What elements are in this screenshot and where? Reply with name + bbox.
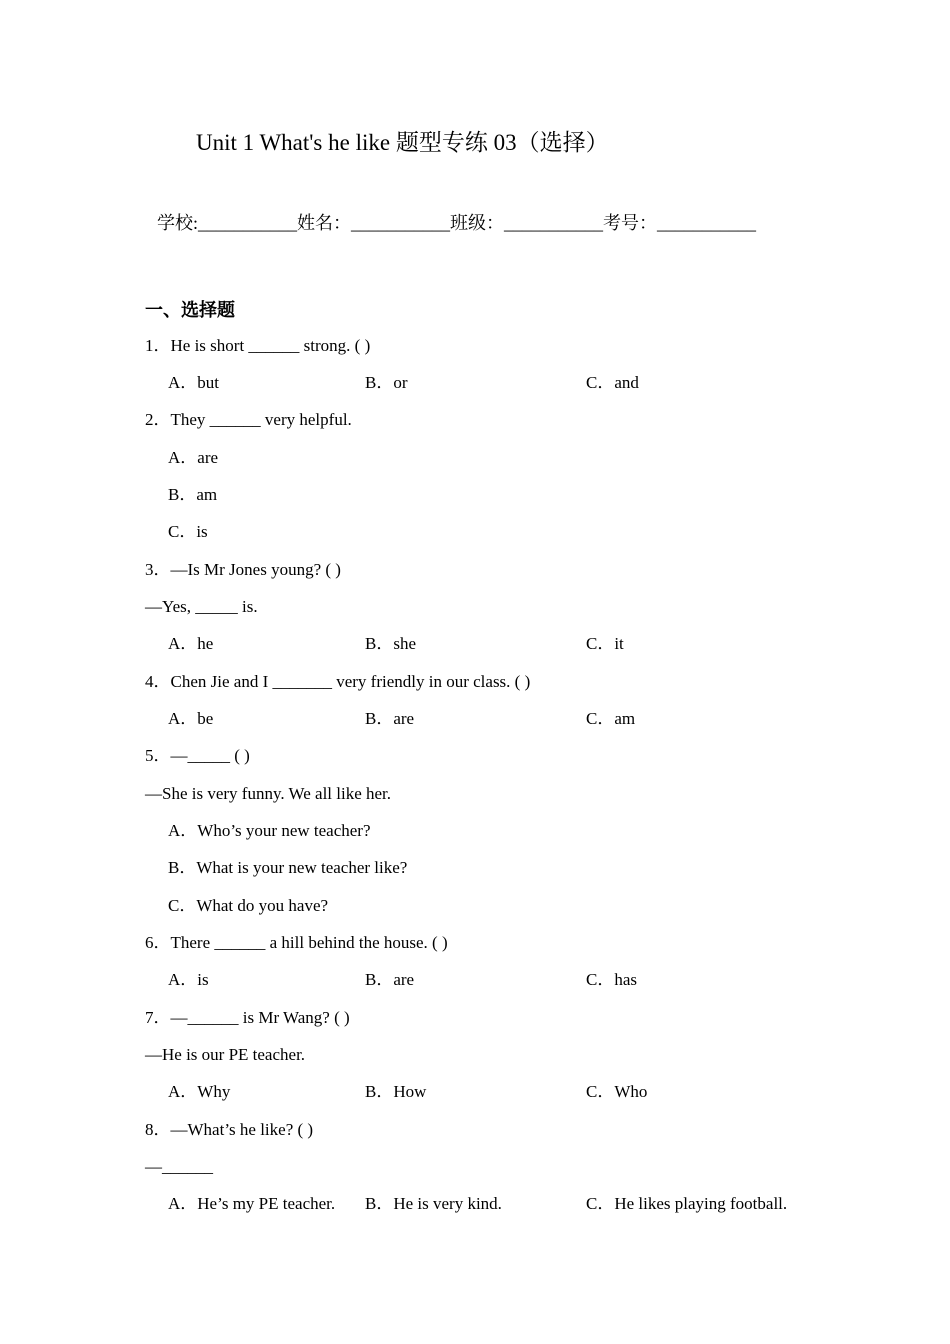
- question-1-option-a[interactable]: A．but: [168, 373, 219, 392]
- question-7-option-a[interactable]: A．Why: [168, 1082, 231, 1101]
- worksheet-title: Unit 1 What's he like 题型专练 03（选择）: [196, 130, 609, 155]
- question-6-stem: 6．There ______ a hill behind the house. ( ): [145, 933, 448, 952]
- question-1-option-b[interactable]: B．or: [365, 373, 408, 392]
- question-5-stem: 5．—_____ ( ): [145, 746, 250, 765]
- question-1-option-c[interactable]: C．and: [586, 373, 639, 392]
- question-8-option-b[interactable]: B．He is very kind.: [365, 1194, 502, 1213]
- question-2-option-a[interactable]: A．are: [168, 448, 219, 467]
- question-5-option-a[interactable]: A．Who’s your new teacher?: [168, 821, 371, 840]
- question-4-option-a[interactable]: A．be: [168, 709, 214, 728]
- question-8-option-c[interactable]: C．He likes playing football.: [586, 1194, 788, 1213]
- section-heading: 一、选择题: [145, 300, 235, 320]
- question-8-dialogue: —______: [145, 1157, 213, 1176]
- question-5-option-c[interactable]: C．What do you have?: [168, 896, 329, 915]
- question-3-option-b[interactable]: B．she: [365, 634, 416, 653]
- question-7-option-c[interactable]: C．Who: [586, 1082, 648, 1101]
- question-7-stem: 7．—______ is Mr Wang? ( ): [145, 1008, 350, 1027]
- question-2-option-b[interactable]: B．am: [168, 485, 218, 504]
- question-4-option-b[interactable]: B．are: [365, 709, 415, 728]
- question-3-option-a[interactable]: A．he: [168, 634, 214, 653]
- question-5-dialogue: —She is very funny. We all like her.: [145, 784, 392, 803]
- question-2-stem: 2．They ______ very helpful.: [145, 410, 352, 429]
- question-4-stem: 4．Chen Jie and I _______ very friendly in our class. ( ): [145, 672, 531, 691]
- question-3-dialogue: —Yes, _____ is.: [145, 597, 258, 616]
- question-3-stem: 3．—Is Mr Jones young? ( ): [145, 560, 341, 579]
- question-5-option-b[interactable]: B．What is your new teacher like?: [168, 858, 408, 877]
- question-6-option-a[interactable]: A．is: [168, 970, 209, 989]
- question-6-option-c[interactable]: C．has: [586, 970, 637, 989]
- question-2-option-c[interactable]: C．is: [168, 522, 208, 541]
- question-6-option-b[interactable]: B．are: [365, 970, 415, 989]
- question-7-dialogue: —He is our PE teacher.: [145, 1045, 306, 1064]
- question-3-option-c[interactable]: C．it: [586, 634, 624, 653]
- question-8-stem: 8．—What’s he like? ( ): [145, 1120, 314, 1139]
- question-1-stem: 1．He is short ______ strong. ( ): [145, 336, 371, 355]
- question-8-option-a[interactable]: A．He’s my PE teacher.: [168, 1194, 336, 1213]
- question-4-option-c[interactable]: C．am: [586, 709, 636, 728]
- question-7-option-b[interactable]: B．How: [365, 1082, 427, 1101]
- student-info-line: 学校:___________姓名：___________班级：___________考号：___________: [157, 213, 756, 233]
